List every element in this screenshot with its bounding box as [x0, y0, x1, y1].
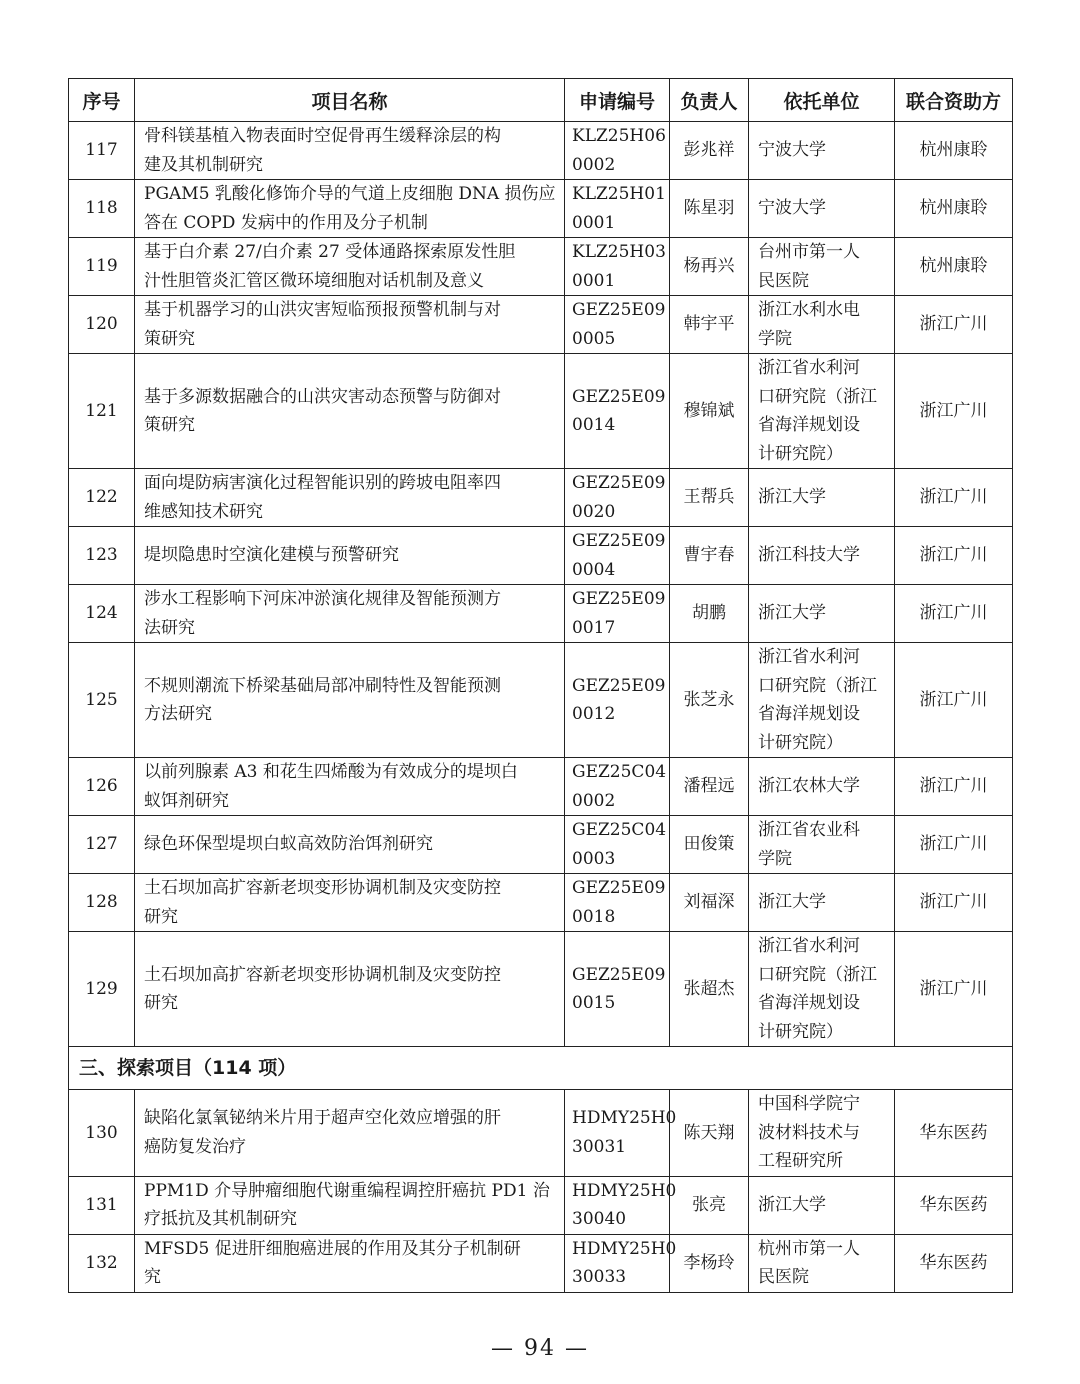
cell-leader: 陈星羽	[670, 180, 749, 238]
cell-unit-line: 波材料技术与	[758, 1122, 860, 1143]
cell-unit	[749, 180, 895, 238]
cell-no: 125	[69, 643, 135, 758]
cell-unit-line: 省海洋规划设	[758, 704, 860, 724]
cell-leader: 彭兆祥	[670, 122, 749, 180]
cell-name	[135, 758, 565, 816]
table-row	[69, 643, 1013, 758]
cell-leader: 杨再兴	[670, 238, 749, 296]
cell-unit	[749, 122, 895, 180]
section-body	[69, 1047, 1013, 1090]
table-body-b	[69, 1090, 1013, 1293]
cell-name-line: 究	[144, 1267, 161, 1287]
table-row	[69, 180, 1013, 238]
table-row	[69, 122, 1013, 180]
cell-name-line: 疗抵抗及其机制研究	[144, 1209, 297, 1229]
cell-unit-line: 浙江省水利河	[758, 647, 860, 667]
cell-code	[565, 1176, 677, 1234]
cell-unit-line: 民医院	[758, 1267, 809, 1287]
cell-code-line: 30031	[572, 1136, 627, 1157]
project-table	[68, 78, 1013, 1293]
cell-name-line: MFSD5 促进肝细胞癌进展的作用及其分子机制研	[144, 1238, 521, 1259]
cell-code-line: GEZ25E09	[572, 531, 666, 551]
cell-name	[135, 1176, 565, 1234]
cell-code	[565, 643, 670, 758]
cell-name-line: 骨科镁基植入物表面时空促骨再生缓释涂层的构	[144, 126, 501, 146]
cell-name-line: 土石坝加高扩容新老坝变形协调机制及灾变防控	[144, 878, 501, 898]
cell-funder: 浙江广川	[895, 816, 1013, 874]
cell-name-line: 基于机器学习的山洪灾害短临预报预警机制与对	[144, 300, 501, 320]
cell-unit	[749, 1176, 895, 1234]
cell-leader: 韩宇平	[670, 296, 749, 354]
cell-unit-line: 省海洋规划设	[758, 415, 860, 435]
table-row	[69, 758, 1013, 816]
cell-unit-line: 浙江省水利河	[758, 936, 860, 956]
cell-code-line: GEZ25E09	[572, 473, 666, 493]
cell-name-line: 方法研究	[144, 704, 212, 724]
table-header-row	[69, 79, 1013, 122]
cell-unit-line: 浙江科技大学	[758, 545, 860, 566]
cell-code-line: GEZ25E09	[572, 300, 666, 320]
cell-unit-line: 省海洋规划设	[758, 993, 860, 1013]
cell-code-line: 0003	[572, 848, 616, 869]
cell-unit	[749, 527, 895, 585]
cell-name-line: 堤坝隐患时空演化建模与预警研究	[144, 545, 399, 566]
cell-no: 121	[69, 354, 135, 469]
cell-leader: 张超杰	[670, 932, 749, 1047]
cell-name	[135, 932, 565, 1047]
cell-funder: 浙江广川	[895, 296, 1013, 354]
cell-code-line: KLZ25H06	[572, 126, 666, 146]
header-name: 项目名称	[135, 79, 565, 122]
table-row	[69, 932, 1013, 1047]
cell-no: 119	[69, 238, 135, 296]
cell-funder: 杭州康聆	[895, 238, 1013, 296]
cell-name	[135, 122, 565, 180]
cell-unit	[749, 296, 895, 354]
cell-unit-line: 宁波大学	[758, 140, 826, 161]
cell-no: 117	[69, 122, 135, 180]
cell-name-line: 绿色环保型堤坝白蚁高效防治饵剂研究	[144, 834, 433, 855]
cell-funder: 浙江广川	[895, 874, 1013, 932]
cell-name-line: 答在 COPD 发病中的作用及分子机制	[144, 212, 428, 233]
cell-code-line: GEZ25E09	[572, 589, 666, 609]
cell-name-line: 涉水工程影响下河床冲淤演化规律及智能预测方	[144, 589, 501, 609]
cell-code-line: 30040	[572, 1209, 627, 1229]
cell-name	[135, 816, 565, 874]
cell-name-line: 研究	[144, 906, 178, 927]
table-row	[69, 1176, 1013, 1234]
header-no: 序号	[69, 79, 135, 122]
cell-leader: 田俊策	[670, 816, 749, 874]
cell-code-line: 0002	[572, 790, 616, 811]
cell-leader: 张芝永	[670, 643, 749, 758]
cell-unit-line: 口研究院（浙江	[758, 675, 877, 696]
table-body-a	[69, 122, 1013, 1047]
cell-name-line: 癌防复发治疗	[144, 1136, 246, 1157]
cell-funder: 杭州康聆	[895, 122, 1013, 180]
cell-code	[565, 1234, 677, 1292]
cell-name	[135, 354, 565, 469]
cell-unit	[749, 816, 895, 874]
cell-unit-line: 计研究院）	[758, 443, 843, 464]
cell-code-line: GEZ25E09	[572, 964, 666, 985]
cell-no: 118	[69, 180, 135, 238]
cell-unit	[749, 874, 895, 932]
table-row	[69, 296, 1013, 354]
cell-no: 122	[69, 469, 135, 527]
cell-code-line: GEZ25C04	[572, 762, 667, 782]
cell-code-line: HDMY25H0	[572, 1108, 677, 1129]
cell-unit	[749, 932, 895, 1047]
cell-name	[135, 180, 565, 238]
cell-unit	[749, 758, 895, 816]
cell-unit-line: 浙江水利水电	[758, 300, 860, 320]
cell-unit-line: 浙江农林大学	[758, 776, 860, 797]
cell-name	[135, 1090, 565, 1177]
cell-unit	[749, 643, 895, 758]
cell-unit-line: 浙江省水利河	[758, 358, 860, 378]
cell-code-line: HDMY25H0	[572, 1238, 677, 1259]
cell-name	[135, 527, 565, 585]
cell-name	[135, 469, 565, 527]
cell-unit	[749, 238, 895, 296]
cell-name-line: 基于多源数据融合的山洪灾害动态预警与防御对	[144, 386, 501, 407]
cell-unit-line: 杭州市第一人	[758, 1238, 860, 1259]
cell-name-line: PGAM5 乳酸化修饰介导的气道上皮细胞 DNA 损伤应	[144, 184, 556, 204]
cell-code-line: HDMY25H0	[572, 1180, 677, 1201]
cell-code	[565, 296, 670, 354]
cell-name	[135, 585, 565, 643]
cell-name-line: 基于白介素 27/白介素 27 受体通路探索原发性胆	[144, 242, 516, 262]
cell-unit-line: 工程研究所	[758, 1151, 843, 1171]
cell-unit-line: 学院	[758, 848, 792, 869]
cell-leader: 王帮兵	[670, 469, 749, 527]
cell-name-line: 以前列腺素 A3 和花生四烯酸为有效成分的堤坝白	[144, 762, 518, 782]
cell-name-line: 法研究	[144, 617, 195, 638]
cell-unit-line: 浙江大学	[758, 1194, 826, 1215]
cell-code	[565, 180, 670, 238]
cell-code	[565, 122, 670, 180]
cell-unit-line: 浙江大学	[758, 892, 826, 913]
cell-leader: 张亮	[670, 1176, 749, 1234]
cell-name-line: 策研究	[144, 415, 195, 435]
cell-funder: 浙江广川	[895, 354, 1013, 469]
cell-no: 130	[69, 1090, 135, 1177]
cell-leader: 李杨玲	[670, 1234, 749, 1292]
table-row	[69, 527, 1013, 585]
cell-no: 131	[69, 1176, 135, 1234]
cell-code-line: 30033	[572, 1267, 627, 1287]
cell-unit-line: 学院	[758, 328, 792, 349]
cell-code-line: 0004	[572, 559, 616, 580]
cell-code-line: 0014	[572, 415, 616, 435]
header-unit: 依托单位	[749, 79, 895, 122]
cell-name-line: 研究	[144, 993, 178, 1013]
cell-code	[565, 527, 670, 585]
cell-name-line: 维感知技术研究	[144, 501, 263, 522]
cell-funder: 浙江广川	[895, 585, 1013, 643]
cell-funder: 浙江广川	[895, 469, 1013, 527]
cell-code-line: GEZ25E09	[572, 386, 666, 407]
table-row	[69, 585, 1013, 643]
cell-leader: 穆锦斌	[670, 354, 749, 469]
cell-leader: 刘福深	[670, 874, 749, 932]
cell-no: 120	[69, 296, 135, 354]
cell-unit-line: 民医院	[758, 270, 809, 291]
cell-name	[135, 238, 565, 296]
cell-no: 127	[69, 816, 135, 874]
cell-code-line: 0005	[572, 328, 616, 349]
cell-unit	[749, 585, 895, 643]
cell-code-line: GEZ25C04	[572, 820, 667, 840]
cell-no: 124	[69, 585, 135, 643]
cell-funder: 浙江广川	[895, 643, 1013, 758]
cell-unit-line: 宁波大学	[758, 198, 826, 219]
cell-unit	[749, 354, 895, 469]
cell-funder: 浙江广川	[895, 527, 1013, 585]
cell-code-line: KLZ25H01	[572, 184, 666, 204]
cell-code-line: 0012	[572, 704, 616, 724]
cell-no: 129	[69, 932, 135, 1047]
cell-unit-line: 计研究院）	[758, 732, 843, 753]
cell-code-line: KLZ25H03	[572, 242, 666, 262]
cell-code	[565, 469, 670, 527]
cell-code-line: 0018	[572, 906, 616, 927]
cell-name	[135, 1234, 565, 1292]
table-row	[69, 816, 1013, 874]
cell-unit-line: 计研究院）	[758, 1021, 843, 1042]
cell-code	[565, 354, 670, 469]
cell-leader: 陈天翔	[670, 1090, 749, 1177]
table-row	[69, 469, 1013, 527]
cell-leader: 胡鹏	[670, 585, 749, 643]
cell-code	[565, 932, 670, 1047]
cell-unit-line: 口研究院（浙江	[758, 386, 877, 407]
cell-code-line: 0020	[572, 501, 616, 522]
table-row	[69, 1090, 1013, 1177]
cell-name	[135, 643, 565, 758]
cell-funder: 杭州康聆	[895, 180, 1013, 238]
cell-leader: 潘程远	[670, 758, 749, 816]
cell-name-line: 土石坝加高扩容新老坝变形协调机制及灾变防控	[144, 964, 501, 985]
table-row	[69, 1234, 1013, 1292]
cell-code-line: GEZ25E09	[572, 675, 666, 696]
cell-unit	[749, 1090, 895, 1177]
cell-code-line: 0002	[572, 154, 616, 175]
cell-name-line: 汁性胆管炎汇管区微环境细胞对话机制及意义	[144, 270, 484, 291]
cell-funder: 华东医药	[895, 1176, 1013, 1234]
page-number: — 94 —	[491, 1336, 589, 1361]
cell-code-line: 0017	[572, 617, 616, 638]
cell-name-line: PPM1D 介导肿瘤细胞代谢重编程调控肝癌抗 PD1 治	[144, 1180, 550, 1201]
cell-name-line: 蚁饵剂研究	[144, 790, 229, 811]
table-row	[69, 354, 1013, 469]
cell-unit-line: 浙江大学	[758, 487, 826, 508]
cell-unit	[749, 469, 895, 527]
section-row	[69, 1047, 1013, 1090]
cell-name-line: 策研究	[144, 328, 195, 349]
cell-funder: 浙江广川	[895, 932, 1013, 1047]
cell-no: 132	[69, 1234, 135, 1292]
cell-unit-line: 口研究院（浙江	[758, 964, 877, 985]
cell-leader: 曹宇春	[670, 527, 749, 585]
cell-unit	[749, 1234, 895, 1292]
header-code: 申请编号	[565, 79, 670, 122]
cell-code	[565, 758, 670, 816]
cell-unit-line: 台州市第一人	[758, 242, 860, 262]
cell-funder: 华东医药	[895, 1234, 1013, 1292]
cell-unit-line: 浙江省农业科	[758, 820, 860, 840]
cell-code	[565, 238, 670, 296]
cell-no: 123	[69, 527, 135, 585]
header-leader: 负责人	[670, 79, 749, 122]
cell-funder: 华东医药	[895, 1090, 1013, 1177]
cell-name	[135, 874, 565, 932]
cell-no: 128	[69, 874, 135, 932]
cell-code-line: 0001	[572, 270, 616, 291]
cell-code-line: 0001	[572, 212, 616, 233]
table-row	[69, 874, 1013, 932]
cell-funder: 浙江广川	[895, 758, 1013, 816]
cell-no: 126	[69, 758, 135, 816]
cell-code-line: 0015	[572, 993, 616, 1013]
cell-name-line: 缺陷化氯氧铋纳米片用于超声空化效应增强的肝	[144, 1108, 501, 1129]
cell-name-line: 不规则潮流下桥梁基础局部冲刷特性及智能预测	[144, 675, 501, 696]
cell-name-line: 建及其机制研究	[144, 154, 263, 175]
header-funder: 联合资助方	[895, 79, 1013, 122]
cell-unit-line: 浙江大学	[758, 603, 826, 624]
cell-code	[565, 816, 670, 874]
cell-code	[565, 874, 670, 932]
cell-name	[135, 296, 565, 354]
cell-name-line: 面向堤防病害演化过程智能识别的跨坡电阻率四	[144, 473, 501, 493]
cell-code	[565, 1090, 677, 1177]
section-title: 三、探索项目（114 项）	[69, 1047, 1013, 1090]
table-row	[69, 238, 1013, 296]
cell-code	[565, 585, 670, 643]
cell-code-line: GEZ25E09	[572, 878, 666, 898]
cell-unit-line: 中国科学院宁	[758, 1094, 860, 1114]
